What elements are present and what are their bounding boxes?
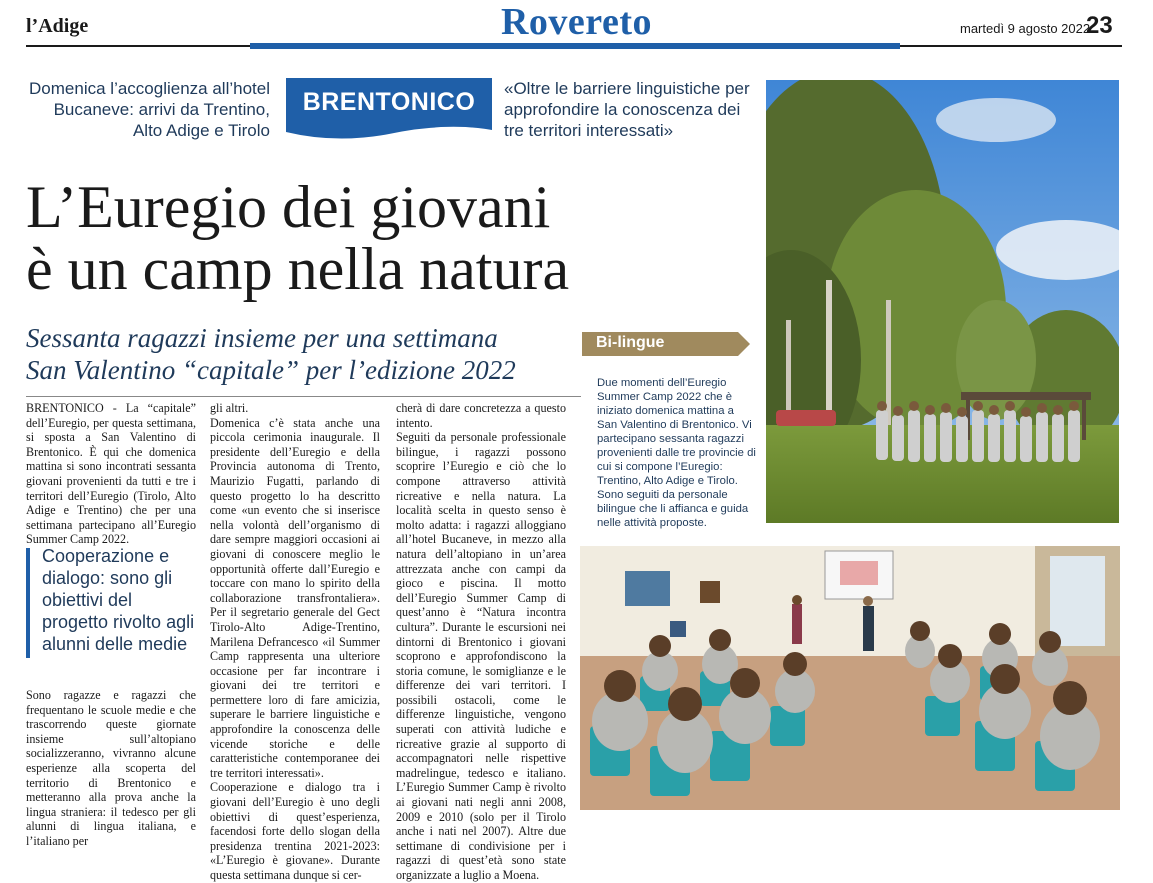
photo-classroom xyxy=(580,546,1120,810)
kicker-left: Domenica l’accoglienza all’hotel Bucaneve: arrivi da Trentino, Alto Adige e Tirolo xyxy=(29,79,270,140)
subtitle-rule xyxy=(26,396,581,397)
article-column-3 xyxy=(396,401,566,883)
subtitle xyxy=(26,322,586,386)
newspaper-logo: l’Adige xyxy=(26,15,89,37)
article-column-1-continued xyxy=(26,688,196,849)
subtitle-line-2: San Valentino “capitale” per l’edizione 2022 xyxy=(26,355,516,385)
subtitle-line-1: Sessanta ragazzi insieme per una settimana xyxy=(26,323,498,353)
page-number: 23 xyxy=(1086,12,1113,39)
headline-line-2: è un camp nella natura xyxy=(26,236,570,302)
box-tag-label: Bi-lingue xyxy=(596,334,665,351)
kicker-right: «Oltre le barriere linguistiche per approfondire la conoscenza dei tre territori interessati» xyxy=(504,79,750,140)
photo-caption: Due momenti dell’Euregio Summer Camp 2022 che è iniziato domenica mattina a San Valentino di Brentonico. Vi partecipano sessanta ragazzi provenienti dalle tre provincie di cui si compone l’Euregio: Trentino, Alto Adige e Tirolo. Sono seguiti da personale bilingue che li affianca e guida nelle attività proposte. xyxy=(597,377,756,529)
location-badge xyxy=(286,78,492,142)
pull-quote-bar xyxy=(26,548,30,658)
article-column-1 xyxy=(26,401,196,547)
article-paragraph: cherà di dare concretezza a questo intento. xyxy=(396,401,566,430)
article-paragraph: Cooperazione e dialogo tra i giovani dell’Euregio è uno degli obiettivi di quest’esperienza, facendosi forte dello slogan della presidenza trentina 2021-2023: «L’Euregio è giovane». Durante questa settimana dunque si cer- xyxy=(210,780,380,882)
box-tag xyxy=(582,332,750,356)
article-column-2 xyxy=(210,401,380,883)
location-badge-label: BRENTONICO xyxy=(302,88,476,116)
article-paragraph: Domenica c’è stata anche una piccola cerimonia inaugurale. Il presidente dell’Euregio e della Provincia autonoma di Trento, Maurizio Fugatti, parlando di questo progetto lo ha descritto come «un evento che si inserisce nella volontà dell’organismo di dare sempre maggiori occasioni ai giovani di conoscere meglio le opportunità offerte dall’Euregio e toccare con mano lo spirito della collaborazione transfrontaliera». Per il segretario generale del Gect Tirolo-Alto Adige-Trentino, Marilena Defrancesco «il Summer Camp rappresenta una ulteriore occasione per far incontrare i giovani dei tre territori e permettere loro di fare amicizia, superare le barriere linguistiche e approfondire la conoscenza delle vicende storiche e delle caratteristiche contemporanee dei tre territori interessati». xyxy=(210,415,380,780)
classroom-photo-image xyxy=(580,546,1120,810)
pull-quote-text: Cooperazione e dialogo: sono gli obiettivi del progetto rivolto agli alunni delle medie xyxy=(42,546,195,654)
issue-date: martedì 9 agosto 2022 xyxy=(960,21,1091,36)
section-title: Rovereto xyxy=(500,1,652,43)
headline xyxy=(26,176,746,300)
article-paragraph: BRENTONICO - La “capitale” dell’Euregio, per questa settimana, si sposta a San Valentino di Brentonico. È qui che domenica mattina si sono incontrati sessanta giovani provenienti da tutti e tre i territori dell’Euregio (Tirolo, Alto Adige e Trentino) che per una settimana partecipano all’Euregio Summer Camp 2022. xyxy=(26,401,196,547)
article-paragraph: Sono ragazze e ragazzi che frequentano le scuole medie e che trascorrendo queste giornate insieme sull’altopiano socializzeranno, vivranno alcune esperienze alla scoperta del territorio di Brentonico e metteranno alla prova anche la lingua straniera: il tedesco per gli alunni di lingua italiana, e l’italiano per xyxy=(26,688,196,848)
masthead-accent-rule xyxy=(250,43,900,49)
outdoor-photo-image xyxy=(766,80,1119,523)
article-paragraph: gli altri. xyxy=(210,401,249,415)
article-paragraph: Seguiti da personale professionale bilingue, i ragazzi possono scoprire l’Euregio e ciò che lo compone attraverso attività ricreative e nella natura. La località scelta in questo senso è molto adatta: i ragazzi alloggiano all’hotel Bucaneve, in mezzo alla natura dell’altopiano in un’area attrezzata anche con campi da gioco e piscina. Il motto dell’Euregio Summer Camp di quest’anno è “Natura incontra cultura”. Durante le escursioni nei dintorni di Brentonico i giovani scoprono e approfondiscono la storia comune, le somiglianze e le differenze dei vari territori. I possibili ostacoli, come le differenze linguistiche, vengono superati con attività ludiche e ricreative grazie al supporto di accompagnatori nelle rispettive madrelingue, tedesco e italiano. L’Euregio Summer Camp è rivolto ai giovani nati negli anni 2008, 2009 e 2010 (solo per il Tirolo anche i nati nel 2007). Altre due settimane di condivisione per i ragazzi di quest’età sono state organizzate a luglio a Moena. xyxy=(396,430,566,882)
photo-outdoor-group xyxy=(766,80,1119,523)
headline-line-1: L’Euregio dei giovani xyxy=(26,174,551,240)
